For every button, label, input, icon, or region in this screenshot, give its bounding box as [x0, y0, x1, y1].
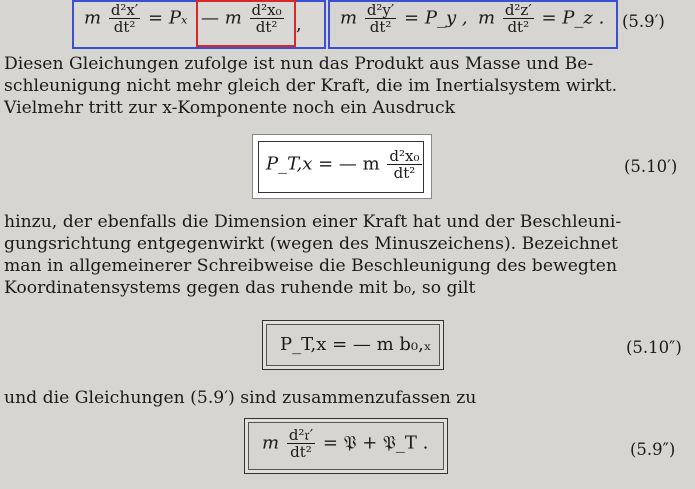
- para3: und die Gleichungen (5.9′) sind zusammenzufassen zu: [4, 388, 477, 408]
- eq-59dprime-number: (5.9″): [630, 440, 676, 459]
- eq-59prime-part1: m $\frac{\text{d²x′}}{\text{dt²}}$ = Pₓ: [84, 1, 188, 36]
- para2-line2: gungsrichtung entgegenwirkt (wegen des Minuszeichens). Bezeichnet: [4, 234, 618, 254]
- para1-line3: Vielmehr tritt zur x-Komponente noch ein Ausdruck: [4, 98, 456, 118]
- eq-59prime-number: (5.9′): [622, 12, 665, 31]
- eq-510prime-number: (5.10′): [624, 157, 678, 176]
- eq-510dprime-number: (5.10″): [626, 338, 682, 357]
- eq-510dprime: P_T,x = — m b₀,ₓ: [280, 334, 432, 355]
- eq-59prime-comma: ,: [296, 14, 302, 35]
- eq-510prime: P_T,x = — m $\frac{\text{d²x₀}}{\text{dt²}}$: [266, 147, 420, 182]
- para2-line3: man in allgemeinerer Schreibweise die Beschleunigung des bewegten: [4, 256, 618, 276]
- eq-59prime-minus-term: — m $\frac{\text{d²x₀}}{\text{dt²}}$: [201, 1, 282, 36]
- para2-line1: hinzu, der ebenfalls die Dimension einer Kraft hat und der Beschleuni-: [4, 212, 622, 232]
- para2-line4: Koordinatensystems gegen das ruhende mit b₀, so gilt: [4, 278, 476, 298]
- eq-59dprime: m $\frac{\text{d²𝔯′}}{\text{dt²}}$ = 𝔓 + 𝔓_T .: [262, 426, 429, 461]
- eq-59prime-part2: m $\frac{\text{d²y′}}{\text{dt²}}$ = P_y ,: [340, 1, 468, 36]
- eq-59prime-part3: m $\frac{\text{d²z′}}{\text{dt²}}$ = P_z .: [478, 1, 605, 36]
- para1-line2: schleunigung nicht mehr gleich der Kraft, die im Inertialsystem wirkt.: [4, 76, 618, 96]
- para1-line1: Diesen Gleichungen zufolge ist nun das Produkt aus Masse und Be-: [4, 54, 594, 74]
